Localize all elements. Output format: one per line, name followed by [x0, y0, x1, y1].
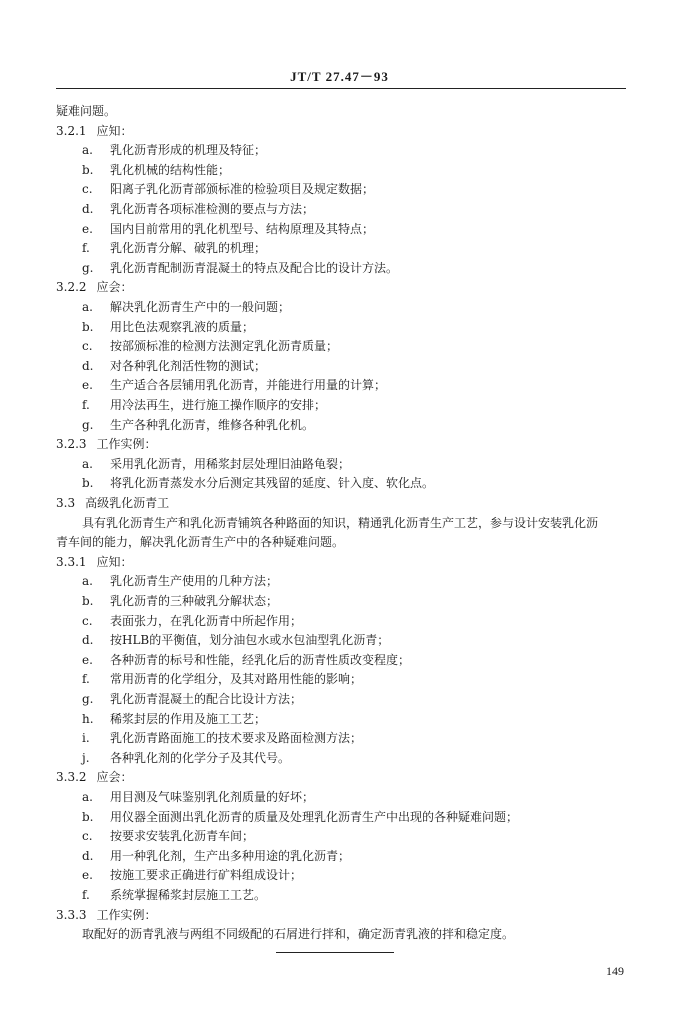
list-item-letter: g.: [82, 692, 94, 706]
list-item-text: 阳离子乳化沥青部颁标准的检验项目及规定数据；: [110, 182, 375, 196]
list-item-letter: i.: [82, 731, 90, 745]
section-number: 3.2.3: [56, 437, 87, 451]
list-item-letter: c.: [82, 339, 93, 353]
section-number: 3.2.2: [56, 280, 87, 294]
list-item-letter: e.: [82, 222, 93, 236]
section-heading: [56, 770, 133, 784]
section-number: 3.3.2: [56, 770, 87, 784]
list-item-text: 用冷法再生，进行施工操作顺序的安排；: [110, 398, 327, 412]
list-item-text: 对各种乳化剂活性物的测试；: [110, 359, 267, 373]
list-item-letter: c.: [82, 829, 93, 843]
section-heading: [56, 908, 157, 922]
section-title: 工作实例：: [96, 437, 157, 451]
list-item-text: 生产各种乳化沥青，维修各种乳化机。: [110, 418, 315, 432]
list-item-letter: b.: [82, 810, 94, 824]
list-item-text: 解决乳化沥青生产中的一般问题；: [110, 300, 291, 314]
section-title: 应知：: [96, 124, 133, 138]
list-item-letter: f.: [82, 241, 90, 255]
list-item-text: 按HLB的平衡值，划分油包水或水包油型乳化沥青；: [110, 633, 390, 647]
footer-rule: [276, 952, 394, 953]
list-item-letter: b.: [82, 594, 94, 608]
list-item-letter: j.: [82, 751, 90, 765]
list-item-letter: h.: [82, 712, 94, 726]
section-title: 应会：: [96, 770, 133, 784]
section-title: 高级乳化沥青工: [85, 496, 170, 510]
section-heading: [56, 496, 169, 510]
list-item-letter: a.: [82, 457, 93, 471]
list-item-letter: d.: [82, 633, 94, 647]
list-item-letter: b.: [82, 476, 94, 490]
list-item-text: 采用乳化沥青，用稀浆封层处理旧油路龟裂；: [110, 457, 351, 471]
list-item-letter: d.: [82, 849, 94, 863]
list-item-text: 常用沥青的化学组分，及其对路用性能的影响；: [110, 672, 363, 686]
list-item-letter: a.: [82, 300, 93, 314]
list-item-letter: f.: [82, 672, 90, 686]
list-item-text: 乳化沥青的三种破乳分解状态；: [110, 594, 279, 608]
section-heading: [56, 437, 157, 451]
list-item-letter: d.: [82, 359, 94, 373]
list-item-text: 乳化沥青各项标准检测的要点与方法；: [110, 202, 315, 216]
list-item-text: 稀浆封层的作用及施工工艺；: [110, 712, 267, 726]
paragraph-text: 取配好的沥青乳液与两组不同级配的石屑进行拌和，确定沥青乳液的拌和稳定度。: [82, 927, 515, 941]
list-item-text: 国内目前常用的乳化机型号、结构原理及其特点；: [110, 222, 375, 236]
list-item-text: 用目测及气味鉴别乳化剂质量的好坏；: [110, 790, 315, 804]
list-item-text: 各种沥青的标号和性能，经乳化后的沥青性质改变程度；: [110, 653, 411, 667]
list-item-letter: b.: [82, 163, 94, 177]
page-number: 149: [606, 964, 624, 978]
list-item-letter: a.: [82, 143, 93, 157]
list-item-text: 乳化沥青混凝土的配合比设计方法；: [110, 692, 303, 706]
list-item-letter: e.: [82, 378, 93, 392]
list-item-letter: g.: [82, 261, 94, 275]
list-item-text: 表面张力，在乳化沥青中所起作用；: [110, 614, 303, 628]
list-item-text: 乳化机械的结构性能；: [110, 163, 231, 177]
list-item-letter: c.: [82, 182, 93, 196]
list-item-letter: b.: [82, 320, 94, 334]
document-code-header: JT/T 27.47－93: [290, 69, 389, 84]
section-title: 应会：: [96, 280, 133, 294]
list-item-letter: a.: [82, 574, 93, 588]
section-heading: [56, 555, 133, 569]
list-item-text: 生产适合各层铺用乳化沥青，并能进行用量的计算；: [110, 378, 387, 392]
list-item-text: 按部颁标准的检测方法测定乳化沥青质量；: [110, 339, 339, 353]
list-item-text: 乳化沥青配制沥青混凝土的特点及配合比的设计方法。: [110, 261, 399, 275]
section-number: 3.3.1: [56, 555, 87, 569]
list-item-letter: d.: [82, 202, 94, 216]
section-title: 工作实例：: [96, 908, 157, 922]
list-item-letter: a.: [82, 790, 93, 804]
list-item-letter: f.: [82, 888, 90, 902]
list-item-text: 各种乳化剂的化学分子及其代号。: [110, 751, 291, 765]
list-item-text: 用比色法观察乳液的质量；: [110, 320, 255, 334]
list-item-text: 用仪器全面测出乳化沥青的质量及处理乳化沥青生产中出现的各种疑难问题；: [110, 810, 519, 824]
list-item-letter: e.: [82, 653, 93, 667]
list-item-letter: e.: [82, 868, 93, 882]
section-number: 3.2.1: [56, 124, 87, 138]
list-item-text: 按要求安装乳化沥青车间；: [110, 829, 255, 843]
list-item-text: 乳化沥青生产使用的几种方法；: [110, 574, 279, 588]
section-heading: [56, 280, 133, 294]
paragraph-text: 具有乳化沥青生产和乳化沥青铺筑各种路面的知识，精通乳化沥青生产工艺，参与设计安装乳化沥: [82, 516, 599, 530]
list-item-text: 将乳化沥青蒸发水分后测定其残留的延度、针入度、软化点。: [110, 476, 435, 490]
list-item-text: 系统掌握稀浆封层施工工艺。: [110, 888, 267, 902]
list-item-text: 乳化沥青路面施工的技术要求及路面检测方法；: [110, 731, 363, 745]
list-item-text: 乳化沥青分解、破乳的机理；: [110, 241, 267, 255]
header-rule: [56, 88, 626, 89]
list-item-letter: g.: [82, 418, 94, 432]
list-item-letter: c.: [82, 614, 93, 628]
section-title: 应知：: [96, 555, 133, 569]
paragraph-text: 青车间的能力，解决乳化沥青生产中的各种疑难问题。: [56, 535, 345, 549]
list-item-text: 用一种乳化剂，生产出多种用途的乳化沥青；: [110, 849, 351, 863]
section-heading: [56, 124, 133, 138]
list-item-text: 按施工要求正确进行矿料组成设计；: [110, 868, 303, 882]
continued-text: 疑难问题。: [56, 104, 117, 118]
list-item-letter: f.: [82, 398, 90, 412]
section-number: 3.3: [56, 496, 76, 510]
list-item-text: 乳化沥青形成的机理及特征；: [110, 143, 267, 157]
section-number: 3.3.3: [56, 908, 87, 922]
